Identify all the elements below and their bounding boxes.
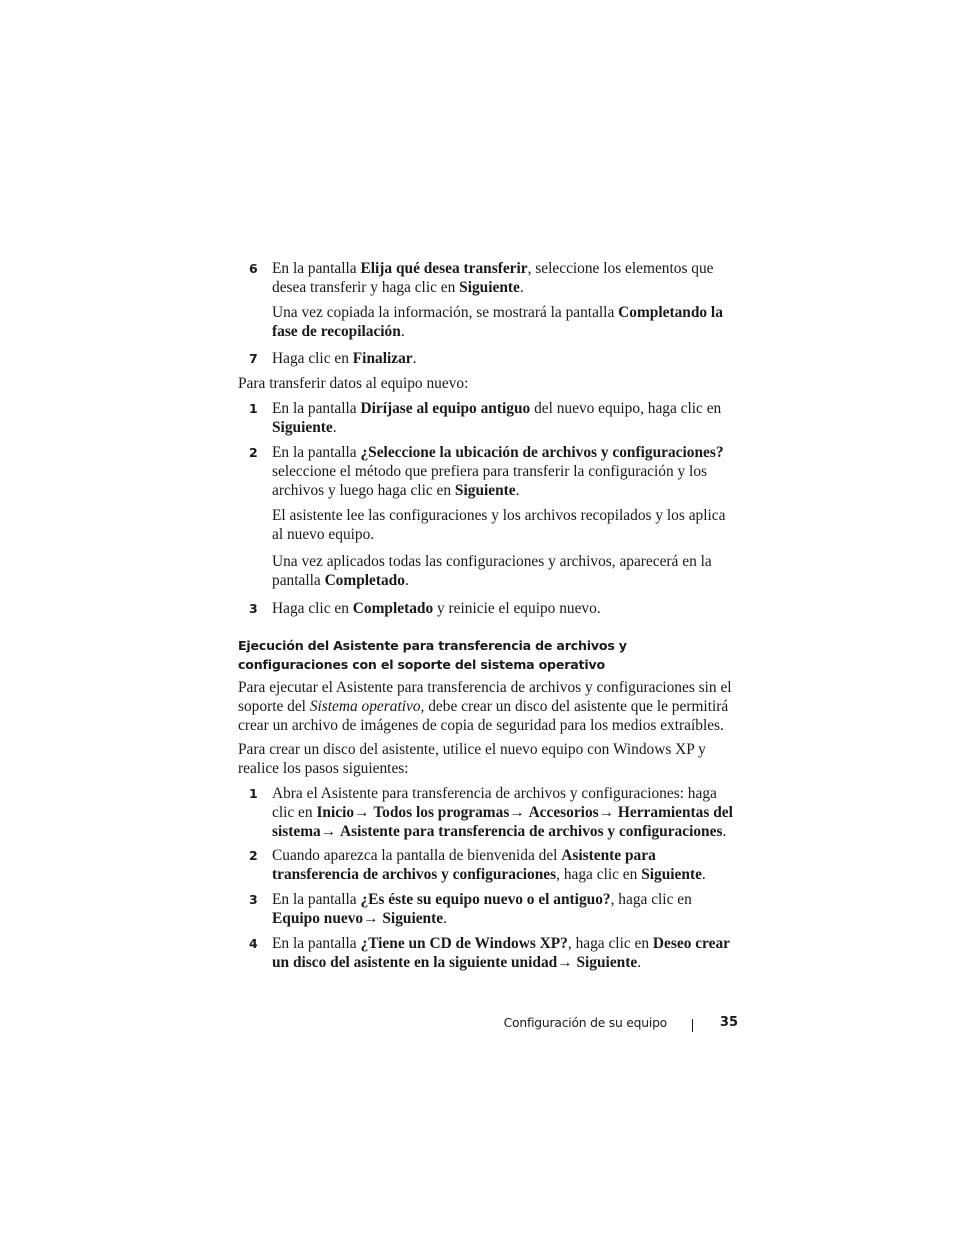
menu-path-item: Herramientas del sistema bbox=[272, 804, 733, 840]
arrow-icon: → bbox=[354, 804, 374, 821]
step-text: En la pantalla ¿Seleccione la ubicación de archivos y configuraciones? seleccione el método que prefiera para transferir la configuración y los archivos y luego haga clic en Siguiente. bbox=[272, 444, 724, 499]
step-text: En la pantalla ¿Tiene un CD de Windows XP?, haga clic en Deseo crear un disco del asistente en la siguiente unidad→ Siguiente. bbox=[272, 935, 730, 971]
arrow-icon: → bbox=[320, 823, 340, 840]
step-number: 3 bbox=[249, 601, 258, 616]
step-2-note-2: Una vez aplicados todas las configuraciones y archivos, aparecerá en la pantalla Completado. bbox=[272, 553, 712, 589]
menu-path-item: Asistente para transferencia de archivos y configuraciones bbox=[339, 823, 723, 840]
menu-path-item: Inicio bbox=[316, 804, 355, 821]
screen-name: Completando la fase de recopilación bbox=[272, 304, 723, 340]
step-text: En la pantalla Diríjase al equipo antiguo del nuevo equipo, haga clic en Siguiente. bbox=[272, 400, 722, 436]
button-name: Siguiente bbox=[382, 910, 444, 927]
footer-section-title: Configuración de su equipo bbox=[503, 1016, 667, 1030]
arrow-icon: → bbox=[598, 804, 618, 821]
step-text: Haga clic en Completado y reinicie el equipo nuevo. bbox=[272, 600, 601, 617]
arrow-icon: → bbox=[509, 804, 529, 821]
step-text: Haga clic en Finalizar. bbox=[272, 350, 417, 367]
step-number: 2 bbox=[249, 445, 258, 460]
button-name: Siguiente bbox=[641, 866, 702, 883]
step-number: 1 bbox=[249, 401, 258, 416]
button-name: Completado bbox=[352, 600, 434, 617]
step-number: 3 bbox=[249, 892, 258, 907]
step-text: Abra el Asistente para transferencia de archivos y configuraciones: haga clic en Inicio→ Todos los programas→ Accesorios→ Herramientas del sistema→ Asistente para transferencia de archivos y configuraciones. bbox=[272, 785, 733, 840]
section-paragraph-2: Para crear un disco del asistente, utilice el nuevo equipo con Windows XP y realice los pasos siguientes: bbox=[238, 741, 706, 777]
footer-divider bbox=[692, 1019, 693, 1032]
menu-path-item: Accesorios bbox=[528, 804, 599, 821]
step-6-note: Una vez copiada la información, se mostrará la pantalla Completando la fase de recopilación. bbox=[272, 304, 723, 340]
step-text: En la pantalla ¿Es éste su equipo nuevo o el antiguo?, haga clic en Equipo nuevo→ Siguiente. bbox=[272, 891, 692, 927]
section-paragraph-1: Para ejecutar el Asistente para transferencia de archivos y configuraciones sin el soporte del Sistema operativo, debe crear un disco del asistente que le permitirá crear un archivo de imágenes de copia de seguridad para los medios extraíbles. bbox=[238, 679, 732, 734]
button-name: Siguiente bbox=[272, 419, 333, 436]
option-name: Deseo crear un disco del asistente en la siguiente unidad bbox=[272, 935, 730, 971]
step-number: 2 bbox=[249, 848, 258, 863]
button-name: Finalizar bbox=[352, 350, 413, 367]
step-number: 6 bbox=[249, 261, 258, 276]
menu-path-item: Todos los programas bbox=[373, 804, 510, 821]
step-text: Cuando aparezca la pantalla de bienvenida del Asistente para transferencia de archivos y configuraciones, haga clic en Siguiente. bbox=[272, 847, 706, 883]
arrow-icon: → bbox=[363, 910, 383, 927]
button-name: Siguiente bbox=[576, 954, 638, 971]
section-heading: Ejecución del Asistente para transferencia de archivos y configuraciones con el soporte del sistema operativo bbox=[238, 638, 627, 672]
screen-name: ¿Seleccione la ubicación de archivos y configuraciones? bbox=[360, 444, 724, 461]
step-number: 4 bbox=[249, 936, 258, 951]
emphasis: Sistema operativo bbox=[309, 698, 421, 715]
screen-name: Elija qué desea transferir bbox=[360, 260, 528, 277]
button-name: Siguiente bbox=[454, 482, 516, 499]
screen-name: Diríjase al equipo antiguo bbox=[360, 400, 531, 417]
page-number: 35 bbox=[719, 1015, 738, 1030]
screen-name: ¿Tiene un CD de Windows XP? bbox=[360, 935, 568, 952]
intro-new-computer: Para transferir datos al equipo nuevo: bbox=[238, 375, 469, 392]
screen-name: Asistente para transferencia de archivos y configuraciones bbox=[272, 847, 656, 883]
option-name: Equipo nuevo bbox=[272, 910, 364, 927]
step-2-note-1: El asistente lee las configuraciones y los archivos recopilados y los aplica al nuevo equipo. bbox=[272, 507, 726, 543]
step-number: 1 bbox=[249, 786, 258, 801]
button-name: Siguiente bbox=[459, 279, 520, 296]
arrow-icon: → bbox=[557, 954, 577, 971]
step-text: En la pantalla Elija qué desea transferir, seleccione los elementos que desea transferir y haga clic en Siguiente. bbox=[272, 260, 714, 296]
screen-name: Completado bbox=[324, 572, 405, 589]
step-number: 7 bbox=[249, 351, 258, 366]
screen-name: ¿Es éste su equipo nuevo o el antiguo? bbox=[360, 891, 611, 908]
